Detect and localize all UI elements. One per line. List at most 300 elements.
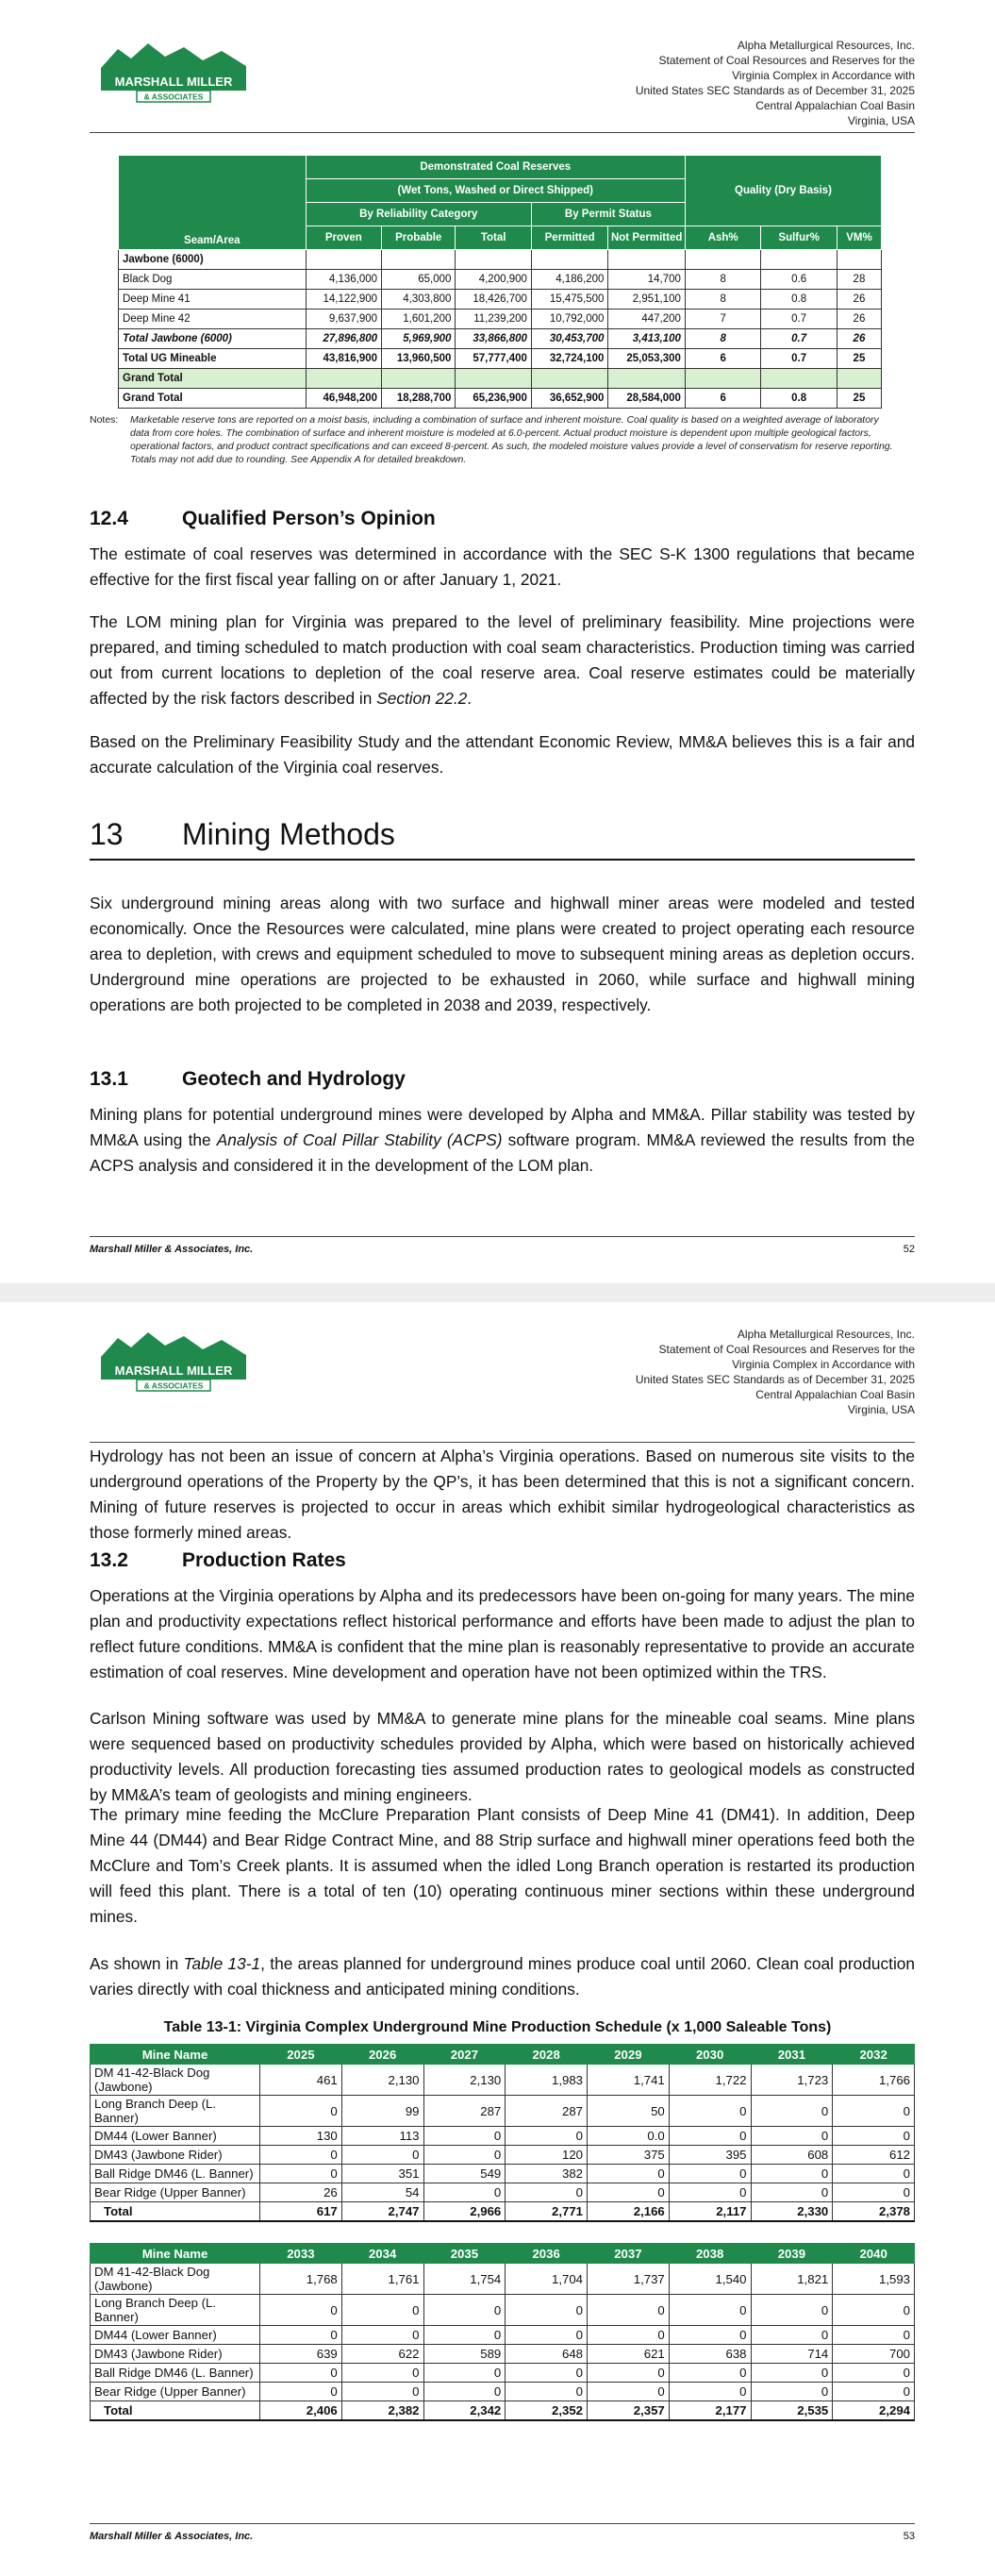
spacer-row: [91, 2221, 915, 2244]
chapter-title: Mining Methods: [182, 817, 395, 851]
table-row: [91, 2264, 915, 2295]
chapter-number: 13: [90, 817, 124, 851]
cell: DM43 (Jawbone Rider): [91, 2146, 260, 2165]
cell: 621: [588, 2345, 670, 2364]
cell: Ball Ridge DM46 (L. Banner): [91, 2165, 260, 2183]
cell: 461: [260, 2065, 342, 2096]
cell: 0: [260, 2364, 342, 2383]
document-header: [519, 38, 915, 128]
cell: 589: [423, 2345, 506, 2364]
paragraph: Six underground mining areas along with two surface and highwall miner areas were modeled and tested economically. Once the Resources were calculated, mine plans were created to project operating each resource area to depletion, with crews and equipment scheduled to move to subsequent mining areas as depletion occurs. Underground mine operations are projected to be exhausted in 2060, while surface and highwall mining operations are both projected to be completed in 2038 and 2039, respectively.: [90, 894, 915, 1014]
cell: 0: [833, 2096, 915, 2127]
table-row: [91, 2165, 915, 2183]
col-header: 2039: [751, 2244, 833, 2264]
table-caption: Table 13-1: Virginia Complex Underground Mine Production Schedule (x 1,000 Saleable Tons): [163, 2019, 832, 2035]
section-heading-13-2: [90, 1549, 346, 1572]
cell: 0: [751, 2326, 833, 2345]
header-line: Virginia, USA: [847, 114, 915, 127]
svg-text:& ASSOCIATES: & ASSOCIATES: [143, 1380, 204, 1391]
cell: 50: [588, 2096, 670, 2127]
table-row: [91, 2127, 915, 2146]
subtotal-row: [119, 329, 882, 349]
cell: 0: [588, 2183, 670, 2202]
paragraph: [90, 1102, 915, 1179]
col-group-header: Demonstrated Coal Reserves: [306, 156, 685, 179]
col-header: Sulfur%: [761, 226, 837, 250]
cell: 32,724,100: [531, 349, 608, 369]
cell: 2,535: [751, 2401, 833, 2421]
cell: 54: [341, 2183, 423, 2202]
cell: 700: [833, 2345, 915, 2364]
cell: 0: [833, 2127, 915, 2146]
text-run: Mining plans for potential underground mines were developed by Alpha and MM&A. Pillar stability was tested by MM&A using the: [90, 1105, 915, 1149]
cell: 0: [833, 2326, 915, 2345]
header-line: Alpha Metallurgical Resources, Inc.: [737, 1328, 915, 1341]
cell: 0.8: [761, 389, 837, 409]
cell: 714: [751, 2345, 833, 2364]
cell: 65,000: [382, 270, 456, 290]
company-logo: [99, 1329, 250, 1393]
col-group-header: Quality (Dry Basis): [685, 156, 881, 226]
cell: 0: [588, 2165, 670, 2183]
cell: 0: [833, 2183, 915, 2202]
header-row: [91, 2045, 915, 2065]
cell: 2,342: [423, 2401, 506, 2421]
cell: 0: [423, 2183, 506, 2202]
paragraph: Operations at the Virginia operations by Alpha and its predecessors have been on-going for many years. The mine plan and productivity expectations reflect historical performance and efforts have been made to adjust the plan to reflect future conditions. MM&A is confident that the mine plan is reasonably representative to provide an accurate estimation of coal reserves. Mine development and operation have not been optimized within the TRS.: [90, 1586, 915, 1681]
cell: 26: [837, 309, 881, 329]
cell: 0: [341, 2383, 423, 2401]
grand-total-header-row: [119, 369, 882, 389]
table-row: [91, 2065, 915, 2096]
col-header: Mine Name: [91, 2045, 260, 2065]
cell: 1,540: [669, 2264, 751, 2295]
cell: 0: [260, 2096, 342, 2127]
chapter-heading-13: [90, 817, 395, 852]
cell: 2,771: [506, 2202, 588, 2222]
cell: DM 41-42-Black Dog (Jawbone): [91, 2264, 260, 2295]
cell: DM44 (Lower Banner): [91, 2127, 260, 2146]
text-run: .: [467, 689, 473, 708]
cell: 0: [751, 2127, 833, 2146]
cell: 0.6: [761, 270, 837, 290]
cell: 0: [506, 2183, 588, 2202]
header-rule: [90, 1442, 915, 1443]
section-number: 13.1: [90, 1068, 128, 1090]
section-number: 13.2: [90, 1549, 128, 1571]
cell: 1,766: [833, 2065, 915, 2096]
col-header: 2025: [260, 2045, 342, 2065]
cell: 0: [423, 2127, 506, 2146]
header-line: Virginia Complex in Accordance with: [732, 1358, 915, 1371]
cell: 0: [423, 2295, 506, 2326]
cell: 2,130: [423, 2065, 506, 2096]
cell: 0: [669, 2364, 751, 2383]
cell: 0: [423, 2326, 506, 2345]
cell: 46,948,200: [306, 389, 381, 409]
cell: 33,866,800: [456, 329, 531, 349]
cell: 6: [685, 349, 760, 369]
cell: 8: [685, 329, 760, 349]
text-run: The LOM mining plan for Virginia was prepared to the level of preliminary feasibility. Mine projections were prepared, and timing scheduled to match production with coal seam characteristics. Production timing was carried out from current locations to depletion of the coal reserve area. Coal reserve estimates could be materially affected by the risk factors described in: [90, 612, 915, 708]
cell: 0: [669, 2183, 751, 2202]
cell: 0: [506, 2295, 588, 2326]
cell: 375: [588, 2146, 670, 2165]
cell: 14,122,900: [306, 290, 381, 309]
cell: 0: [423, 2146, 506, 2165]
page-52: [0, 0, 995, 1283]
cell: 0: [751, 2183, 833, 2202]
cell: 0: [833, 2165, 915, 2183]
footer-rule: [90, 2523, 915, 2524]
paragraph: Based on the Preliminary Feasibility Study and the attendant Economic Review, MM&A believes this is a fair and accurate calculation of the Virginia coal reserves.: [90, 732, 915, 777]
col-group-header: (Wet Tons, Washed or Direct Shipped): [306, 179, 685, 203]
table-row: [91, 2096, 915, 2127]
cell: 0: [833, 2383, 915, 2401]
cell: 2,177: [669, 2401, 751, 2421]
cell: 0: [669, 2165, 751, 2183]
header-row: [91, 2244, 915, 2264]
cell: Total: [91, 2401, 260, 2421]
cell: 2,951,100: [608, 290, 686, 309]
cell: 4,136,000: [306, 270, 381, 290]
cell: 0: [341, 2326, 423, 2345]
col-header: 2033: [260, 2244, 342, 2264]
cell: 18,288,700: [382, 389, 456, 409]
cell: 2,966: [423, 2202, 506, 2222]
cell: 0: [260, 2295, 342, 2326]
cell: 30,453,700: [531, 329, 608, 349]
cell: Grand Total: [119, 369, 307, 389]
cell: 638: [669, 2345, 751, 2364]
col-group-header: By Reliability Category: [306, 203, 531, 226]
col-header: 2034: [341, 2244, 423, 2264]
section-title: Qualified Person’s Opinion: [182, 508, 436, 529]
col-header: Not Permitted: [608, 226, 686, 250]
section-heading-13-1: [90, 1068, 406, 1091]
cell: 0: [588, 2295, 670, 2326]
cell: Total: [91, 2202, 260, 2222]
cell: 0: [669, 2127, 751, 2146]
cell: 0: [833, 2295, 915, 2326]
cell: 2,406: [260, 2401, 342, 2421]
cell: 0: [751, 2096, 833, 2127]
cell: 2,357: [588, 2401, 670, 2421]
cell: 639: [260, 2345, 342, 2364]
cell: 0: [669, 2383, 751, 2401]
cell: 2,117: [669, 2202, 751, 2222]
header-line: Virginia Complex in Accordance with: [732, 69, 915, 82]
header-line: Statement of Coal Resources and Reserves for the: [658, 54, 915, 67]
col-header: Seam/Area: [119, 156, 307, 250]
table-row: [91, 2146, 915, 2165]
footer-company: Marshall Miller & Associates, Inc.: [90, 1244, 254, 1255]
page-53: [0, 1302, 995, 2576]
table-row: [91, 2364, 915, 2383]
header-line: Statement of Coal Resources and Reserves for the: [658, 1343, 915, 1356]
cell: 1,737: [588, 2264, 670, 2295]
coal-reserves-table: [118, 155, 882, 409]
page-footer: [90, 2531, 915, 2542]
paragraph: The primary mine feeding the McClure Preparation Plant consists of Deep Mine 41 (DM41). In addition, Deep Mine 44 (DM44) and Bear Ridge Contract Mine, and 88 Strip surface and highwall miner operations feed both the McClure and Tom’s Creek plants. It is assumed when the idled Long Branch operation is restarted its production will feed this plant. There is a total of ten (10) operating continuous miner sections within these underground mines.: [90, 1805, 915, 1926]
cell: 0: [260, 2146, 342, 2165]
cell: 26: [260, 2183, 342, 2202]
table-row: [91, 2183, 915, 2202]
col-header: 2027: [423, 2045, 506, 2065]
cell: 2,352: [506, 2401, 588, 2421]
header-line: United States SEC Standards as of December 31, 2025: [635, 84, 915, 97]
document-header: [519, 1327, 915, 1417]
table-row: [91, 2295, 915, 2326]
cell: 0: [751, 2295, 833, 2326]
grand-total-row: [119, 389, 882, 409]
cell: 0.8: [761, 290, 837, 309]
cell: DM43 (Jawbone Rider): [91, 2345, 260, 2364]
production-schedule-table: [90, 2044, 915, 2421]
table-reference: Table 13-1: [183, 1954, 261, 1973]
table-notes: [90, 413, 901, 466]
col-header: 2032: [833, 2045, 915, 2065]
col-header: 2036: [506, 2244, 588, 2264]
cell: 395: [669, 2146, 751, 2165]
cell: 25: [837, 389, 881, 409]
page-footer: [90, 1244, 915, 1255]
cell: 0: [260, 2383, 342, 2401]
cell: 27,896,800: [306, 329, 381, 349]
cell: Ball Ridge DM46 (L. Banner): [91, 2364, 260, 2383]
cell: 6: [685, 389, 760, 409]
cell: 0: [506, 2326, 588, 2345]
text-run: software program. MM&A reviewed the results from the ACPS analysis and considered it in the development of the LOM plan.: [90, 1130, 915, 1175]
section-row: [119, 250, 882, 270]
col-header: 2028: [506, 2045, 588, 2065]
cell: 2,747: [341, 2202, 423, 2222]
table-row: [91, 2326, 915, 2345]
table-row: [119, 309, 882, 329]
cell: 287: [423, 2096, 506, 2127]
cell: 1,704: [506, 2264, 588, 2295]
cell: 2,130: [341, 2065, 423, 2096]
total-row: [91, 2401, 915, 2421]
cell: 0: [588, 2326, 670, 2345]
cell: 2,166: [588, 2202, 670, 2222]
total-row: [119, 349, 882, 369]
header-line: Central Appalachian Coal Basin: [755, 99, 915, 112]
cell: 4,303,800: [382, 290, 456, 309]
cell: 2,330: [751, 2202, 833, 2222]
col-header: Proven: [306, 226, 381, 250]
text-run: As shown in: [90, 1954, 184, 1973]
table-row: [91, 2345, 915, 2364]
cell: 0: [260, 2326, 342, 2345]
col-group-header: By Permit Status: [531, 203, 685, 226]
cell: 382: [506, 2165, 588, 2183]
col-header: 2037: [588, 2244, 670, 2264]
cell: 4,186,200: [531, 270, 608, 290]
col-header: 2030: [669, 2045, 751, 2065]
cell: 99: [341, 2096, 423, 2127]
cell: 1,754: [423, 2264, 506, 2295]
paragraph: Hydrology has not been an issue of concern at Alpha’s Virginia operations. Based on numerous site visits to the underground operations of the Property by the QP’s, it has been determined that this is not a significant concern. Mining of future reserves is projected to occur in areas which exhibit similar hydrogeological characteristics as those formerly mined areas.: [90, 1447, 915, 1542]
cell: 0: [833, 2364, 915, 2383]
cell: 0: [341, 2146, 423, 2165]
cell: 15,475,500: [531, 290, 608, 309]
cell: 2,294: [833, 2401, 915, 2421]
cell: 0: [506, 2364, 588, 2383]
cell: 8: [685, 290, 760, 309]
paragraph: Carlson Mining software was used by MM&A to generate mine plans for the mineable coal seams. Mine plans were sequenced based on productivity schedules provided by Alpha, which were based on historically achieved productivity levels. All production forecasting ties assumed production rates to geological models as constructed by MM&A’s team of geologists and mining engineers.: [90, 1709, 915, 1804]
cell: 0: [588, 2383, 670, 2401]
cell: Long Branch Deep (L. Banner): [91, 2295, 260, 2326]
company-logo: [99, 40, 250, 104]
cell: 28: [837, 270, 881, 290]
cell: 0.7: [761, 349, 837, 369]
page-separator: [0, 1283, 995, 1302]
header-line: Virginia, USA: [847, 1403, 915, 1416]
cell: 8: [685, 270, 760, 290]
cell: 2,378: [833, 2202, 915, 2222]
cell: 0: [751, 2383, 833, 2401]
cell: 1,741: [588, 2065, 670, 2096]
cell: 18,426,700: [456, 290, 531, 309]
page-number: 53: [903, 2531, 915, 2542]
cell: 7: [685, 309, 760, 329]
cell: 1,983: [506, 2065, 588, 2096]
section-title: Geotech and Hydrology: [182, 1068, 406, 1090]
cell: 2,382: [341, 2401, 423, 2421]
cell: 28,584,000: [608, 389, 686, 409]
col-header: Permitted: [531, 226, 608, 250]
cell: 9,637,900: [306, 309, 381, 329]
header-line: United States SEC Standards as of December 31, 2025: [635, 1373, 915, 1386]
cell: 0: [751, 2165, 833, 2183]
col-header: 2029: [588, 2045, 670, 2065]
paragraph: [90, 1951, 915, 2002]
notes-text: Totals may not add due to rounding. See Appendix A for detailed breakdown.: [130, 454, 467, 465]
cell: 612: [833, 2146, 915, 2165]
cell: 447,200: [608, 309, 686, 329]
col-header: Total: [456, 226, 531, 250]
cell: 0: [423, 2383, 506, 2401]
section-reference: Section 22.2: [376, 689, 468, 708]
cell: 65,236,900: [456, 389, 531, 409]
cell: 43,816,900: [306, 349, 381, 369]
col-header: Mine Name: [91, 2244, 260, 2264]
table-row: [91, 2383, 915, 2401]
cell: 36,652,900: [531, 389, 608, 409]
cell: DM 41-42-Black Dog (Jawbone): [91, 2065, 260, 2096]
cell: Deep Mine 41: [119, 290, 307, 309]
cell: 0.7: [761, 309, 837, 329]
cell: Bear Ridge (Upper Banner): [91, 2383, 260, 2401]
cell: DM44 (Lower Banner): [91, 2326, 260, 2345]
paragraph: [90, 610, 915, 711]
footer-company: Marshall Miller & Associates, Inc.: [90, 2531, 254, 2542]
cell: 25: [837, 349, 881, 369]
cell: 13,960,500: [382, 349, 456, 369]
col-header: 2031: [751, 2045, 833, 2065]
col-header: Probable: [382, 226, 456, 250]
footer-rule: [90, 1236, 915, 1237]
cell: 1,601,200: [382, 309, 456, 329]
software-reference: Analysis of Coal Pillar Stability (ACPS): [216, 1130, 503, 1149]
cell: 0: [341, 2295, 423, 2326]
cell: 26: [837, 329, 881, 349]
section-title: Production Rates: [182, 1549, 346, 1571]
cell: Total Jawbone (6000): [119, 329, 307, 349]
section-heading-12-4: [90, 508, 436, 530]
cell: 1,761: [341, 2264, 423, 2295]
cell: Deep Mine 42: [119, 309, 307, 329]
cell: 287: [506, 2096, 588, 2127]
cell: 130: [260, 2127, 342, 2146]
table-row: [119, 270, 882, 290]
cell: Long Branch Deep (L. Banner): [91, 2096, 260, 2127]
header-line: Central Appalachian Coal Basin: [755, 1388, 915, 1401]
cell: 0: [588, 2364, 670, 2383]
svg-text:MARSHALL MILLER: MARSHALL MILLER: [114, 75, 233, 89]
notes-label: Notes:: [90, 414, 119, 426]
cell: 0: [423, 2364, 506, 2383]
cell: 3,413,100: [608, 329, 686, 349]
col-header: Ash%: [685, 226, 760, 250]
text-run: , the areas planned for underground mines produce coal until 2060. Clean coal production varies directly with coal thickness and anticipated mining conditions.: [90, 1954, 916, 1999]
cell: 1,821: [751, 2264, 833, 2295]
cell: 617: [260, 2202, 342, 2222]
cell: 1,768: [260, 2264, 342, 2295]
cell: 0: [669, 2326, 751, 2345]
table-row: [119, 290, 882, 309]
cell: 622: [341, 2345, 423, 2364]
section-number: 12.4: [90, 508, 128, 529]
svg-text:& ASSOCIATES: & ASSOCIATES: [143, 92, 204, 102]
cell: 57,777,400: [456, 349, 531, 369]
cell: 0: [506, 2383, 588, 2401]
cell: 1,722: [669, 2065, 751, 2096]
cell: 0: [751, 2364, 833, 2383]
col-header: VM%: [837, 226, 881, 250]
cell: 0.7: [761, 329, 837, 349]
col-header: 2040: [833, 2244, 915, 2264]
cell: 113: [341, 2127, 423, 2146]
cell: 351: [341, 2165, 423, 2183]
cell: 0: [669, 2295, 751, 2326]
page-number: 52: [903, 1244, 915, 1255]
cell: 1,723: [751, 2065, 833, 2096]
cell: Total UG Mineable: [119, 349, 307, 369]
cell: 1,593: [833, 2264, 915, 2295]
col-header: 2035: [423, 2244, 506, 2264]
cell: 26: [837, 290, 881, 309]
notes-text: Marketable reserve tons are reported on a moist basis, including a combination of surface and inherent moisture. Coal quality is based on a weighted average of laboratory data from core holes. The combination of surface and inherent moisture is modeled at 6.0-percent. Actual product moisture is dependent upon multiple geological factors, operational factors, and product contract specifications and can exceed 8-percent. As such, the modeled moisture values provide a level of conservatism for reserve reporting.: [130, 414, 893, 452]
cell: 0: [506, 2127, 588, 2146]
paragraph: The estimate of coal reserves was determined in accordance with the SEC S-K 1300 regulations that became effective for the first fiscal year falling on or after January 1, 2021.: [90, 544, 915, 589]
cell: 0: [669, 2096, 751, 2127]
total-row: [91, 2202, 915, 2222]
cell: 25,053,300: [608, 349, 686, 369]
svg-text:MARSHALL MILLER: MARSHALL MILLER: [114, 1363, 233, 1378]
cell: Grand Total: [119, 389, 307, 409]
cell: 648: [506, 2345, 588, 2364]
cell: 0: [341, 2364, 423, 2383]
header-line: Alpha Metallurgical Resources, Inc.: [737, 39, 915, 52]
cell: Bear Ridge (Upper Banner): [91, 2183, 260, 2202]
cell: 11,239,200: [456, 309, 531, 329]
col-header: 2038: [669, 2244, 751, 2264]
cell: 608: [751, 2146, 833, 2165]
cell: 0: [260, 2165, 342, 2183]
cell: 549: [423, 2165, 506, 2183]
